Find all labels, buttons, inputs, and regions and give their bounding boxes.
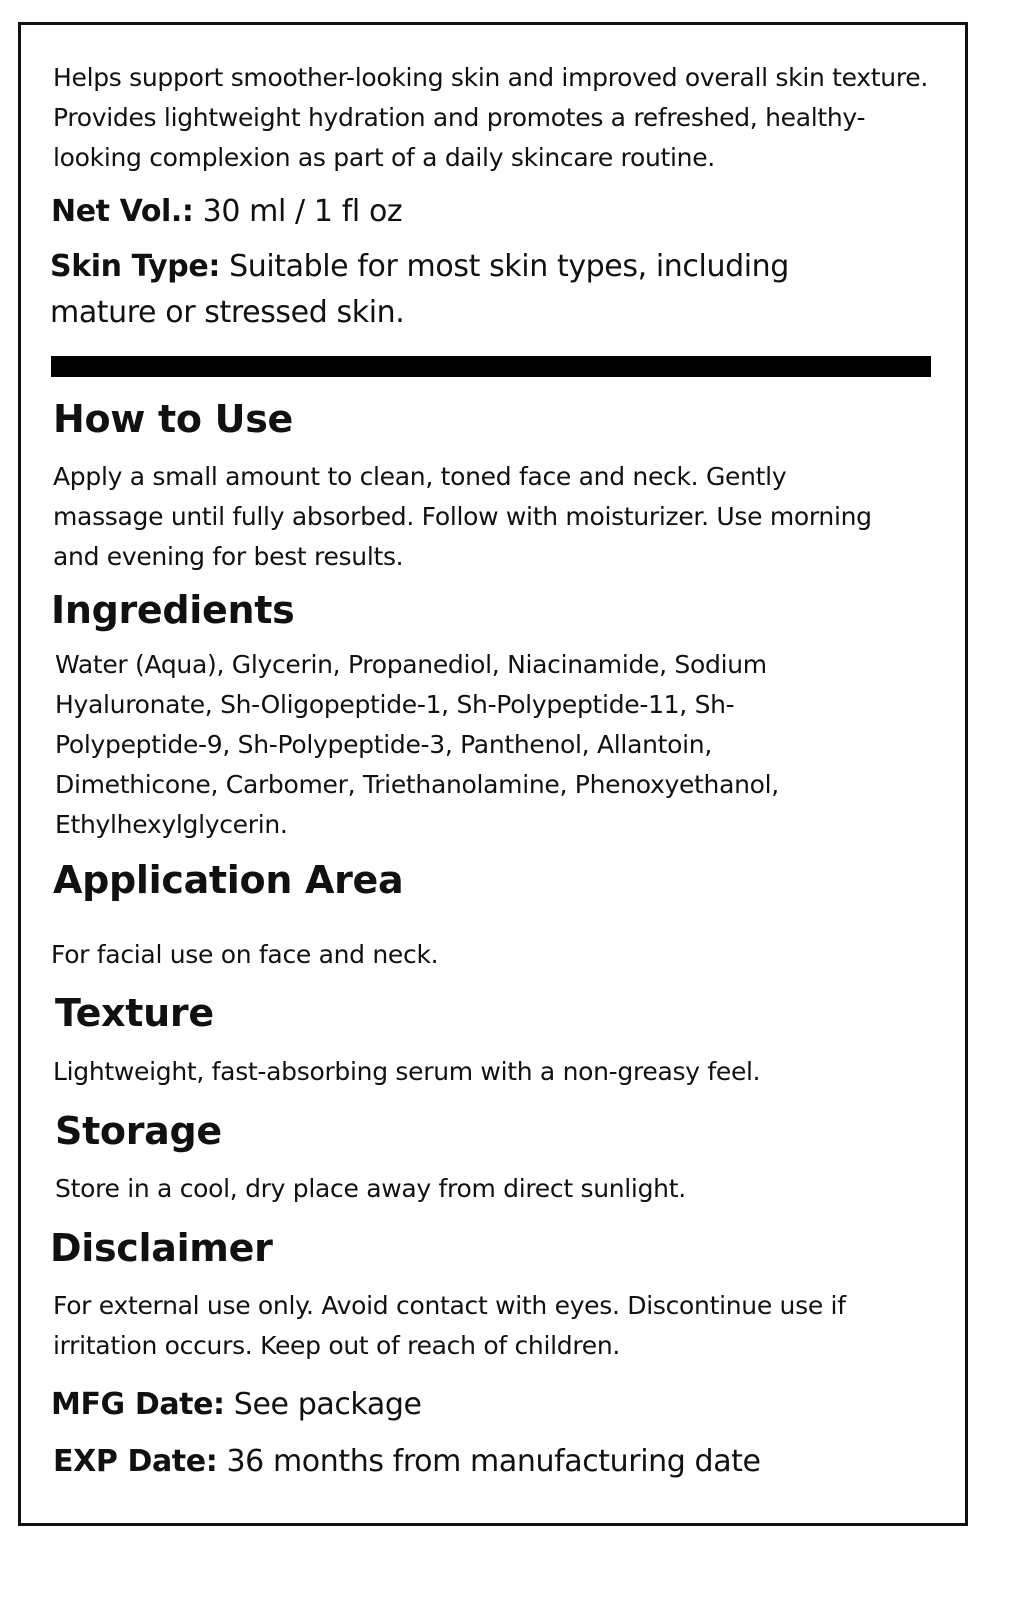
storage-text: Store in a cool, dry place away from direct sunlight. bbox=[55, 1174, 686, 1203]
storage-heading: Storage bbox=[55, 1109, 222, 1153]
disclaimer-text: For external use only. Avoid contact with eyes. Discontinue use if irritation occurs. Keep out of reach of children. bbox=[53, 1291, 846, 1360]
skin-type-label: Skin Type: bbox=[50, 249, 220, 284]
skin-type-value: Suitable for most skin types, including mature or stressed skin. bbox=[50, 249, 789, 330]
texture-heading: Texture bbox=[55, 991, 214, 1035]
mfg-date-row bbox=[51, 1383, 931, 1427]
exp-date-label: EXP Date: bbox=[53, 1444, 218, 1479]
skin-type-row bbox=[50, 244, 850, 336]
application-area-heading: Application Area bbox=[53, 858, 404, 902]
section-divider bbox=[51, 356, 931, 377]
intro-text: Helps support smoother-looking skin and improved overall skin texture. Provides lightweight hydration and promotes a refreshed, healthy-looking complexion as part of a daily skincare routine. bbox=[53, 63, 929, 172]
disclaimer-heading: Disclaimer bbox=[50, 1226, 273, 1270]
net-volume-value: 30 ml / 1 fl oz bbox=[202, 194, 403, 229]
how-to-use-text: Apply a small amount to clean, toned face and neck. Gently massage until fully absorbed. Follow with moisturizer. Use morning and evening for best results. bbox=[53, 462, 872, 571]
exp-date-row bbox=[53, 1440, 933, 1484]
how-to-use-heading: How to Use bbox=[53, 397, 293, 441]
net-volume-label: Net Vol.: bbox=[51, 194, 194, 229]
ingredients-heading: Ingredients bbox=[51, 588, 295, 632]
net-volume-row bbox=[51, 190, 931, 234]
application-area-text: For facial use on face and neck. bbox=[51, 940, 439, 969]
mfg-date-label: MFG Date: bbox=[51, 1387, 225, 1422]
exp-date-value: 36 months from manufacturing date bbox=[226, 1444, 761, 1479]
ingredients-text: Water (Aqua), Glycerin, Propanediol, Niacinamide, Sodium Hyaluronate, Sh-Oligopeptide-1, Sh-Polypeptide-11, Sh-Polypeptide-9, Sh-Polypeptide-3, Panthenol, Allantoin, Dimethicone, Carbomer, Triethanolamine, Phenoxyethanol, Ethylhexylglycerin. bbox=[55, 650, 779, 839]
mfg-date-value: See package bbox=[233, 1387, 422, 1422]
texture-text: Lightweight, fast-absorbing serum with a non-greasy feel. bbox=[53, 1057, 761, 1086]
